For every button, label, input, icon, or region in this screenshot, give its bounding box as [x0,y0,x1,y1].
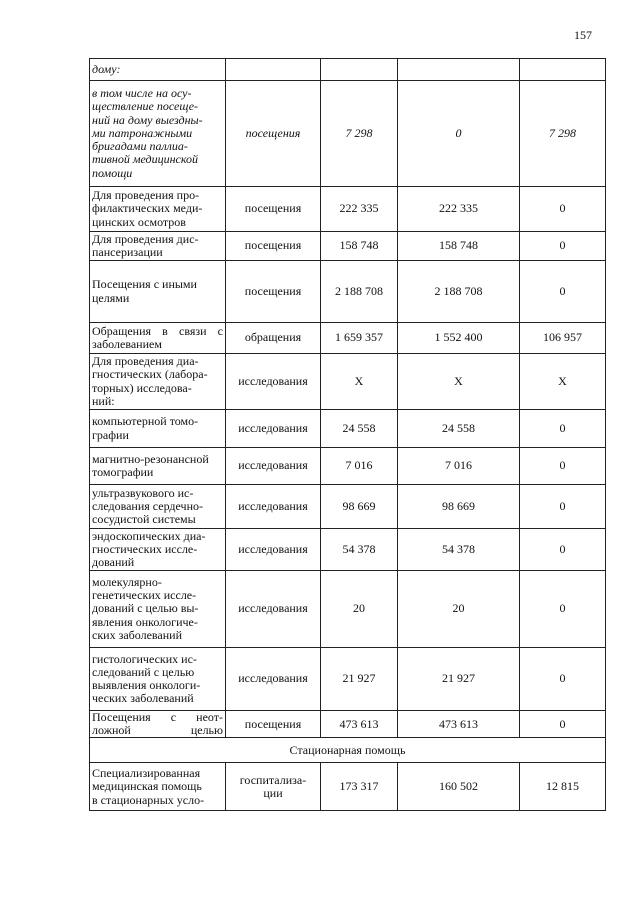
indicator-name: эндоскопических диа- гностических иссле- дований [90,529,226,571]
value-cell-1: 54 378 [321,529,398,571]
indicator-name: в том числе на осу- ществление посеще- ний на дому выездны- ми патронажными бригадами паллиа- тивной медицинской помощи [90,81,226,187]
unit-cell: исследования [226,485,321,529]
unit-cell: госпитализа- ции [226,763,321,811]
indicator-name: молекулярно- генетических иссле- дований с целью вы- явления онкологиче- ских заболеваний [90,571,226,648]
unit-cell: исследования [226,410,321,448]
value-cell-2: 98 669 [398,485,520,529]
value-cell-1: 173 317 [321,763,398,811]
table-row [90,448,606,485]
value-cell-1: 158 748 [321,232,398,261]
table-row [90,410,606,448]
value-cell-1: 2 188 708 [321,261,398,323]
value-cell-3 [520,59,606,81]
value-cell-3: 7 298 [520,81,606,187]
table-row [90,81,606,187]
value-cell-2: 160 502 [398,763,520,811]
value-cell-3: 0 [520,187,606,232]
value-cell-3: X [520,354,606,410]
value-cell-2 [398,59,520,81]
indicator-name: ультразвукового ис- следования сердечно- сосудистой системы [90,485,226,529]
unit-cell: посещения [226,711,321,738]
value-cell-1: 1 659 357 [321,323,398,354]
data-table [89,58,606,811]
value-cell-1: 7 016 [321,448,398,485]
unit-cell [226,59,321,81]
indicator-name: Обращения в связи с заболеванием [90,323,226,354]
value-cell-2: 1 552 400 [398,323,520,354]
value-cell-1 [321,59,398,81]
indicator-name: гистологических ис- следований с целью выявления онкологи- ческих заболеваний [90,648,226,711]
value-cell-3: 0 [520,711,606,738]
value-cell-3: 0 [520,571,606,648]
value-cell-2: 222 335 [398,187,520,232]
value-cell-3: 0 [520,410,606,448]
value-cell-2: 0 [398,81,520,187]
value-cell-1: 98 669 [321,485,398,529]
unit-cell: исследования [226,354,321,410]
table-row [90,763,606,811]
indicator-name: магнитно-резонансной томографии [90,448,226,485]
unit-cell: посещения [226,81,321,187]
value-cell-3: 0 [520,529,606,571]
unit-cell: исследования [226,571,321,648]
indicator-name: Для проведения про- филактических меди- цинских осмотров [90,187,226,232]
value-cell-3: 106 957 [520,323,606,354]
value-cell-2: 473 613 [398,711,520,738]
table-row [90,354,606,410]
value-cell-1: 20 [321,571,398,648]
value-cell-1: 7 298 [321,81,398,187]
indicator-name: Посещения с иными целями [90,261,226,323]
value-cell-1: 222 335 [321,187,398,232]
page-number: 157 [574,28,592,42]
table-row [90,261,606,323]
value-cell-1: 21 927 [321,648,398,711]
table-row [90,529,606,571]
unit-cell: обращения [226,323,321,354]
value-cell-1: X [321,354,398,410]
unit-cell: посещения [226,187,321,232]
unit-cell: исследования [226,448,321,485]
table-row [90,648,606,711]
value-cell-3: 0 [520,448,606,485]
table-row [90,187,606,232]
table-row [90,232,606,261]
value-cell-2: 158 748 [398,232,520,261]
indicator-name: компьютерной томо- графии [90,410,226,448]
indicator-name: Посещения с неот- ложной целью [90,711,226,738]
indicator-name: Для проведения дис- пансеризации [90,232,226,261]
unit-cell: посещения [226,232,321,261]
indicator-name: дому: [90,59,226,81]
section-row [90,738,606,763]
unit-cell: исследования [226,529,321,571]
indicator-name: Для проведения диа- гностических (лабора- торных) исследова- ний: [90,354,226,410]
value-cell-2: X [398,354,520,410]
unit-cell: посещения [226,261,321,323]
value-cell-3: 0 [520,648,606,711]
value-cell-3: 0 [520,261,606,323]
value-cell-2: 21 927 [398,648,520,711]
value-cell-1: 473 613 [321,711,398,738]
section-heading: Стационарная помощь [90,738,606,763]
value-cell-2: 20 [398,571,520,648]
table-row [90,485,606,529]
unit-cell: исследования [226,648,321,711]
value-cell-2: 7 016 [398,448,520,485]
value-cell-3: 0 [520,485,606,529]
value-cell-3: 12 815 [520,763,606,811]
table-row [90,711,606,738]
table-row [90,571,606,648]
value-cell-3: 0 [520,232,606,261]
table-row [90,59,606,81]
value-cell-1: 24 558 [321,410,398,448]
value-cell-2: 54 378 [398,529,520,571]
table-row [90,323,606,354]
value-cell-2: 2 188 708 [398,261,520,323]
indicator-name: Специализированная медицинская помощь в стационарных усло- [90,763,226,811]
value-cell-2: 24 558 [398,410,520,448]
